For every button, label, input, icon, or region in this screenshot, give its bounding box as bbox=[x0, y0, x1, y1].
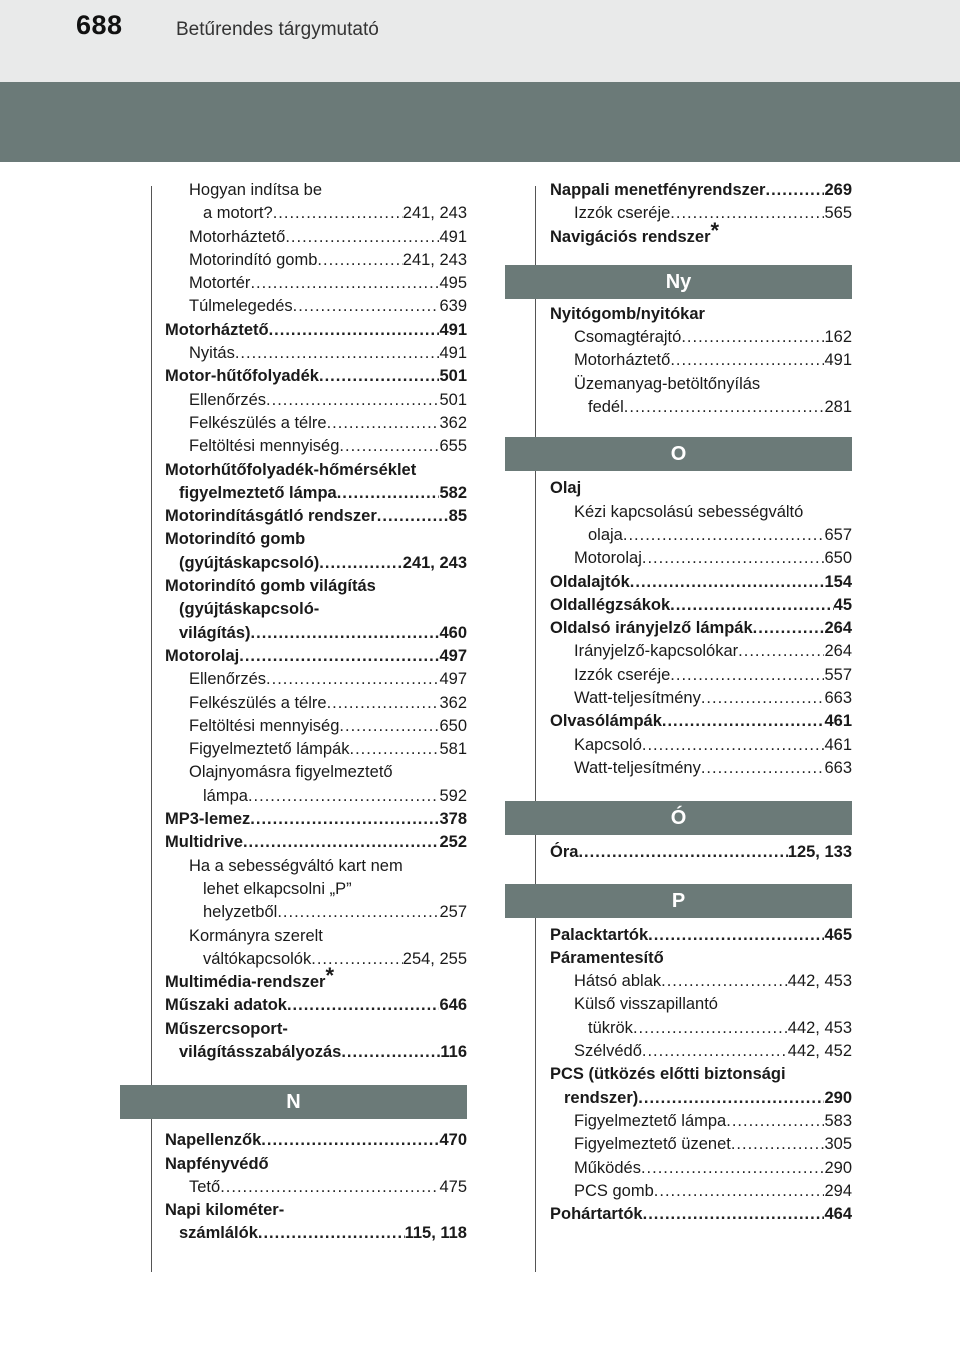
entry-label: Üzemanyag-betöltőnyílás bbox=[574, 374, 761, 393]
entry-label: Felkészülés a télre bbox=[189, 693, 327, 712]
page-reference: 565 bbox=[824, 204, 852, 223]
entry-label: Hátsó ablak bbox=[574, 972, 662, 991]
index-entry bbox=[165, 179, 467, 202]
index-entry bbox=[550, 734, 852, 757]
page-reference: 464 bbox=[824, 1205, 852, 1224]
index-entry bbox=[550, 1133, 852, 1156]
dot-leader bbox=[642, 547, 825, 570]
page-reference: 460 bbox=[439, 623, 467, 642]
index-entry bbox=[165, 715, 467, 738]
page-reference: 495 bbox=[439, 274, 467, 293]
page-reference: 663 bbox=[824, 689, 852, 708]
index-entry bbox=[550, 326, 852, 349]
page-reference: 657 bbox=[824, 525, 852, 544]
dot-leader bbox=[248, 785, 440, 808]
index-entry bbox=[165, 645, 467, 668]
entry-label: Motortér bbox=[189, 274, 251, 293]
index-entry bbox=[165, 202, 467, 225]
entry-label: Motorindító gomb bbox=[165, 530, 306, 549]
dot-leader bbox=[258, 1222, 405, 1245]
page-reference: 115, 118 bbox=[404, 1224, 467, 1243]
index-entry bbox=[165, 482, 467, 505]
entry-label: Szélvédő bbox=[574, 1042, 642, 1061]
page-reference: 257 bbox=[439, 903, 467, 922]
right-column bbox=[550, 179, 852, 1226]
entry-label: Izzók cseréje bbox=[574, 665, 671, 684]
page-reference: 241, 243 bbox=[402, 553, 467, 572]
entry-label: Motorindító gomb világítás bbox=[165, 577, 376, 596]
section-letter-oo: Ó bbox=[505, 801, 852, 835]
dot-leader bbox=[661, 970, 788, 993]
index-entry bbox=[165, 1199, 467, 1222]
entry-label: Navigációs rendszer bbox=[550, 227, 711, 246]
dot-leader bbox=[726, 1110, 824, 1133]
dot-leader bbox=[327, 692, 440, 715]
dot-leader bbox=[377, 505, 449, 528]
index-entry bbox=[165, 552, 467, 575]
header-strip bbox=[0, 0, 960, 82]
page-reference: 281 bbox=[824, 398, 852, 417]
index-entry bbox=[165, 994, 467, 1017]
entry-label: Figyelmeztető lámpák bbox=[189, 740, 350, 759]
index-entry bbox=[550, 924, 852, 947]
entry-label: lehet elkapcsolni „P” bbox=[203, 879, 352, 898]
entry-label: Napellenzők bbox=[165, 1131, 262, 1150]
entry-label: Túlmelegedés bbox=[189, 297, 293, 316]
index-entry bbox=[550, 547, 852, 570]
entry-label: váltókapcsolók bbox=[203, 949, 312, 968]
index-entry bbox=[550, 349, 852, 372]
dot-leader bbox=[643, 1203, 825, 1226]
index-entry bbox=[550, 993, 852, 1016]
index-entry bbox=[165, 528, 467, 551]
page-reference: 491 bbox=[439, 320, 467, 339]
dot-leader bbox=[753, 617, 825, 640]
dot-leader bbox=[266, 389, 439, 412]
page-reference: 116 bbox=[440, 1042, 467, 1061]
entry-label: Ellenőrzés bbox=[189, 390, 267, 409]
entry-label: Motorindító gomb bbox=[189, 250, 318, 269]
index-entry bbox=[550, 217, 852, 249]
entry-label: Olvasólámpák bbox=[550, 712, 662, 731]
page-reference: 650 bbox=[439, 716, 467, 735]
entry-label: Motorindításgátló rendszer bbox=[165, 507, 377, 526]
dot-leader bbox=[273, 202, 403, 225]
index-entry bbox=[165, 785, 467, 808]
entry-label: Csomagtérajtó bbox=[574, 328, 682, 347]
page-reference: 581 bbox=[439, 740, 467, 759]
asterisk-mark: * bbox=[325, 963, 335, 989]
entry-label: Oldalajtók bbox=[550, 572, 630, 591]
index-entry bbox=[550, 1063, 852, 1086]
index-entry bbox=[550, 1180, 852, 1203]
index-entry bbox=[165, 295, 467, 318]
page-reference: 592 bbox=[439, 786, 467, 805]
index-entry bbox=[550, 841, 852, 864]
dot-leader bbox=[327, 412, 440, 435]
entry-label: Motorhűtőfolyadék-hőmérséklet bbox=[165, 460, 417, 479]
page-reference: 650 bbox=[824, 549, 852, 568]
page-reference: 646 bbox=[439, 996, 467, 1015]
dot-leader bbox=[623, 524, 825, 547]
index-entry bbox=[165, 948, 467, 971]
index-entry bbox=[165, 342, 467, 365]
dot-leader bbox=[641, 1157, 825, 1180]
entry-label: Oldalsó irányjelző lámpák bbox=[550, 619, 753, 638]
right-column-divider bbox=[535, 186, 536, 1272]
section-n-entries bbox=[165, 1129, 467, 1245]
dot-leader bbox=[277, 901, 439, 924]
index-entry bbox=[550, 664, 852, 687]
entry-label: Multidrive bbox=[165, 833, 243, 852]
entry-label: helyzetből bbox=[203, 903, 278, 922]
dot-leader bbox=[251, 622, 440, 645]
page-reference: 461 bbox=[824, 712, 852, 731]
entry-label: Motorháztető bbox=[189, 227, 286, 246]
entry-label: Működés bbox=[574, 1158, 641, 1177]
entry-label: olaja bbox=[588, 525, 623, 544]
page-reference: 154 bbox=[824, 572, 852, 591]
entry-label: Palacktartók bbox=[550, 925, 649, 944]
index-entry bbox=[165, 831, 467, 854]
index-entry bbox=[165, 459, 467, 482]
index-entry bbox=[550, 396, 852, 419]
index-entry bbox=[165, 761, 467, 784]
left-column bbox=[165, 179, 467, 1246]
index-entry bbox=[550, 640, 852, 663]
index-entry bbox=[550, 373, 852, 396]
entry-label: lámpa bbox=[203, 786, 248, 805]
entry-label: Óra bbox=[550, 843, 579, 862]
page-reference: 639 bbox=[439, 297, 467, 316]
index-entry bbox=[550, 571, 852, 594]
index-entry bbox=[550, 1203, 852, 1226]
page-reference: 241, 243 bbox=[402, 204, 467, 223]
index-entry bbox=[550, 710, 852, 733]
index-entry bbox=[550, 617, 852, 640]
entry-label: fedél bbox=[588, 398, 624, 417]
dot-leader bbox=[731, 1133, 825, 1156]
page-reference: 491 bbox=[824, 351, 852, 370]
index-entry bbox=[550, 970, 852, 993]
page-reference: 241, 243 bbox=[402, 250, 467, 269]
section-letter-o: O bbox=[505, 437, 852, 471]
index-entry bbox=[165, 963, 467, 994]
page-reference: 264 bbox=[824, 642, 852, 661]
dot-leader bbox=[624, 396, 825, 419]
index-entry bbox=[550, 1040, 852, 1063]
index-entry bbox=[165, 505, 467, 528]
header-band bbox=[0, 82, 960, 162]
entry-label: Kormányra szerelt bbox=[189, 926, 323, 945]
dot-leader bbox=[701, 757, 825, 780]
page-reference: 442, 453 bbox=[787, 1018, 852, 1037]
page-reference: 294 bbox=[824, 1181, 852, 1200]
entry-label: Nyitás bbox=[189, 344, 235, 363]
index-entry bbox=[165, 878, 467, 901]
index-entry bbox=[165, 1176, 467, 1199]
page-reference: 497 bbox=[439, 670, 467, 689]
index-entry bbox=[550, 303, 852, 326]
dot-leader bbox=[235, 342, 440, 365]
entry-label: PCS (ütközés előtti biztonsági bbox=[550, 1065, 786, 1084]
entry-label: Oldallégzsákok bbox=[550, 595, 671, 614]
index-entry bbox=[165, 855, 467, 878]
dot-leader bbox=[269, 319, 440, 342]
index-entry bbox=[550, 524, 852, 547]
page-reference: 269 bbox=[824, 181, 852, 199]
index-entry bbox=[165, 435, 467, 458]
index-entry bbox=[165, 365, 467, 388]
section-letter-p: P bbox=[505, 884, 852, 918]
section-letter-n: N bbox=[120, 1085, 467, 1119]
dot-leader bbox=[319, 365, 439, 388]
entry-label: világításszabályozás bbox=[179, 1042, 342, 1061]
index-entry bbox=[165, 1153, 467, 1176]
entry-label: Ellenőrzés bbox=[189, 670, 267, 689]
index-entry bbox=[165, 925, 467, 948]
dot-leader bbox=[349, 738, 439, 761]
entry-label: (gyújtáskapcsoló) bbox=[179, 553, 320, 572]
entry-label: Olajnyomásra figyelmeztető bbox=[189, 763, 393, 782]
entry-label: Motorháztető bbox=[574, 351, 671, 370]
entry-label: PCS gomb bbox=[574, 1181, 654, 1200]
entry-label: Napi kilométer- bbox=[165, 1201, 285, 1220]
page-reference: 378 bbox=[439, 810, 467, 829]
index-entry bbox=[165, 622, 467, 645]
entry-label: Tető bbox=[189, 1177, 221, 1196]
entry-label: Páramentesítő bbox=[550, 948, 664, 967]
dot-leader bbox=[670, 349, 824, 372]
page-reference: 290 bbox=[824, 1158, 852, 1177]
index-entry bbox=[165, 226, 467, 249]
entry-label: rendszer) bbox=[564, 1088, 639, 1107]
entry-label: Műszercsoport- bbox=[165, 1019, 288, 1038]
index-entry bbox=[165, 412, 467, 435]
index-entry bbox=[165, 598, 467, 621]
entry-label: Műszaki adatok bbox=[165, 996, 287, 1015]
dot-leader bbox=[239, 645, 439, 668]
index-entry bbox=[165, 808, 467, 831]
index-entry bbox=[550, 1087, 852, 1110]
dot-leader bbox=[266, 668, 439, 691]
dot-leader bbox=[642, 1040, 788, 1063]
dot-leader bbox=[337, 482, 440, 505]
dot-leader bbox=[261, 1129, 439, 1152]
page-reference: 252 bbox=[439, 833, 467, 852]
dot-leader bbox=[738, 640, 824, 663]
entry-label: Feltöltési mennyiség bbox=[189, 437, 340, 456]
index-entry bbox=[165, 1222, 467, 1245]
dot-leader bbox=[670, 594, 834, 617]
dot-leader bbox=[662, 710, 825, 733]
page-number: 688 bbox=[76, 10, 123, 40]
entry-label: Motor-hűtőfolyadék bbox=[165, 367, 319, 386]
dot-leader bbox=[654, 1180, 825, 1203]
entry-label: Olaj bbox=[550, 479, 582, 498]
dot-leader bbox=[220, 1176, 439, 1199]
index-entry bbox=[165, 1041, 467, 1064]
page-reference: 442, 452 bbox=[787, 1042, 852, 1061]
section-letter-ny: Ny bbox=[505, 265, 852, 299]
entry-label: Napfényvédő bbox=[165, 1154, 269, 1173]
index-entry bbox=[165, 272, 467, 295]
entry-label: a motort? bbox=[203, 204, 273, 223]
page-reference: 501 bbox=[439, 367, 467, 386]
page-reference: 125, 133 bbox=[787, 843, 852, 862]
entry-label: figyelmeztető lámpa bbox=[179, 483, 337, 502]
page-reference: 305 bbox=[824, 1135, 852, 1154]
page-reference: 45 bbox=[833, 595, 852, 614]
entry-label: Nappali menetfényrendszer bbox=[550, 181, 766, 199]
entry-label: Pohártartók bbox=[550, 1205, 643, 1224]
entry-label: Külső visszapillantó bbox=[574, 995, 718, 1014]
dot-leader bbox=[633, 1017, 788, 1040]
index-entry bbox=[165, 1018, 467, 1041]
page-reference: 461 bbox=[824, 735, 852, 754]
dot-leader bbox=[642, 734, 825, 757]
dot-leader bbox=[701, 687, 825, 710]
index-entry bbox=[165, 1129, 467, 1152]
index-entry bbox=[550, 477, 852, 500]
dot-leader bbox=[765, 179, 824, 202]
section-p-entries bbox=[550, 924, 852, 1227]
entry-label: számlálók bbox=[179, 1224, 258, 1243]
index-entry bbox=[165, 668, 467, 691]
entry-label: Nyitógomb/nyitókar bbox=[550, 304, 705, 323]
entry-label: tükrök bbox=[588, 1018, 633, 1037]
entry-label: Motorháztető bbox=[165, 320, 269, 339]
entry-label: Watt-teljesítmény bbox=[574, 689, 701, 708]
index-entry bbox=[165, 319, 467, 342]
index-entry bbox=[550, 1110, 852, 1133]
dot-leader bbox=[341, 1041, 440, 1064]
index-entry bbox=[550, 1017, 852, 1040]
page-reference: 475 bbox=[439, 1177, 467, 1196]
index-entry bbox=[550, 947, 852, 970]
dot-leader bbox=[648, 924, 824, 947]
page-reference: 362 bbox=[439, 413, 467, 432]
index-entry bbox=[550, 594, 852, 617]
section-ny-entries bbox=[550, 303, 852, 419]
dot-leader bbox=[578, 841, 787, 864]
dot-leader bbox=[243, 831, 440, 854]
dot-leader bbox=[670, 202, 824, 225]
index-entry bbox=[550, 501, 852, 524]
section-oo-entries bbox=[550, 841, 852, 864]
page-reference: 501 bbox=[439, 390, 467, 409]
index-entry bbox=[550, 757, 852, 780]
entry-label: Izzók cseréje bbox=[574, 204, 671, 223]
page-reference: 470 bbox=[439, 1131, 467, 1150]
dot-leader bbox=[250, 808, 439, 831]
dot-leader bbox=[317, 249, 402, 272]
index-entry bbox=[165, 738, 467, 761]
index-entry bbox=[550, 202, 852, 225]
dot-leader bbox=[339, 715, 439, 738]
page-reference: 290 bbox=[824, 1088, 852, 1107]
dot-leader bbox=[339, 435, 439, 458]
dot-leader bbox=[293, 295, 440, 318]
entry-label: Watt-teljesítmény bbox=[574, 758, 701, 777]
index-entry bbox=[165, 575, 467, 598]
index-entry bbox=[550, 1157, 852, 1180]
entry-label: Kapcsoló bbox=[574, 735, 642, 754]
page-reference: 162 bbox=[824, 328, 852, 347]
index-entry bbox=[165, 901, 467, 924]
dot-leader bbox=[630, 571, 825, 594]
dot-leader bbox=[670, 664, 824, 687]
left-index-block bbox=[165, 179, 467, 1064]
dot-leader bbox=[681, 326, 824, 349]
entry-label: Multimédia-rendszer bbox=[165, 973, 326, 992]
entry-label: Figyelmeztető lámpa bbox=[574, 1111, 727, 1130]
page-reference: 362 bbox=[439, 693, 467, 712]
entry-label: Figyelmeztető üzenet bbox=[574, 1135, 731, 1154]
index-entry bbox=[165, 389, 467, 412]
page-reference: 582 bbox=[439, 483, 467, 502]
entry-label: Motorolaj bbox=[165, 646, 240, 665]
page-reference: 465 bbox=[824, 925, 852, 944]
page-reference: 557 bbox=[824, 665, 852, 684]
entry-label: Feltöltési mennyiség bbox=[189, 716, 340, 735]
section-o-entries bbox=[550, 477, 852, 780]
dot-leader bbox=[287, 994, 440, 1017]
dot-leader bbox=[250, 272, 439, 295]
page-reference: 491 bbox=[439, 344, 467, 363]
dot-leader bbox=[285, 226, 439, 249]
page-reference: 583 bbox=[824, 1111, 852, 1130]
page-reference: 497 bbox=[439, 646, 467, 665]
page-reference: 442, 453 bbox=[787, 972, 852, 991]
page-reference: 85 bbox=[448, 507, 467, 526]
page-title: Betűrendes tárgymutató bbox=[176, 19, 379, 40]
entry-label: Irányjelző-kapcsolókar bbox=[574, 642, 739, 661]
dot-leader bbox=[319, 552, 402, 575]
entry-label: MP3-lemez bbox=[165, 810, 251, 829]
entry-label: (gyújtáskapcsoló- bbox=[179, 600, 320, 619]
entry-label: Motorolaj bbox=[574, 549, 642, 568]
index-entry bbox=[165, 692, 467, 715]
entry-label: Ha a sebességváltó kart nem bbox=[189, 856, 403, 875]
entry-label: Felkészülés a télre bbox=[189, 413, 327, 432]
dot-leader bbox=[638, 1087, 824, 1110]
entry-label: világítás) bbox=[179, 623, 251, 642]
entry-label: Kézi kapcsolású sebességváltó bbox=[574, 502, 804, 521]
page-reference: 655 bbox=[439, 437, 467, 456]
asterisk-mark: * bbox=[710, 217, 720, 243]
page-reference: 491 bbox=[439, 227, 467, 246]
index-entry bbox=[550, 179, 852, 202]
entry-label: Hogyan indítsa be bbox=[189, 181, 323, 199]
page-reference: 264 bbox=[824, 619, 852, 638]
page-reference: 663 bbox=[824, 758, 852, 777]
page-reference: 254, 255 bbox=[402, 949, 467, 968]
index-entry bbox=[165, 249, 467, 272]
index-entry bbox=[550, 687, 852, 710]
right-index-block bbox=[550, 179, 852, 249]
